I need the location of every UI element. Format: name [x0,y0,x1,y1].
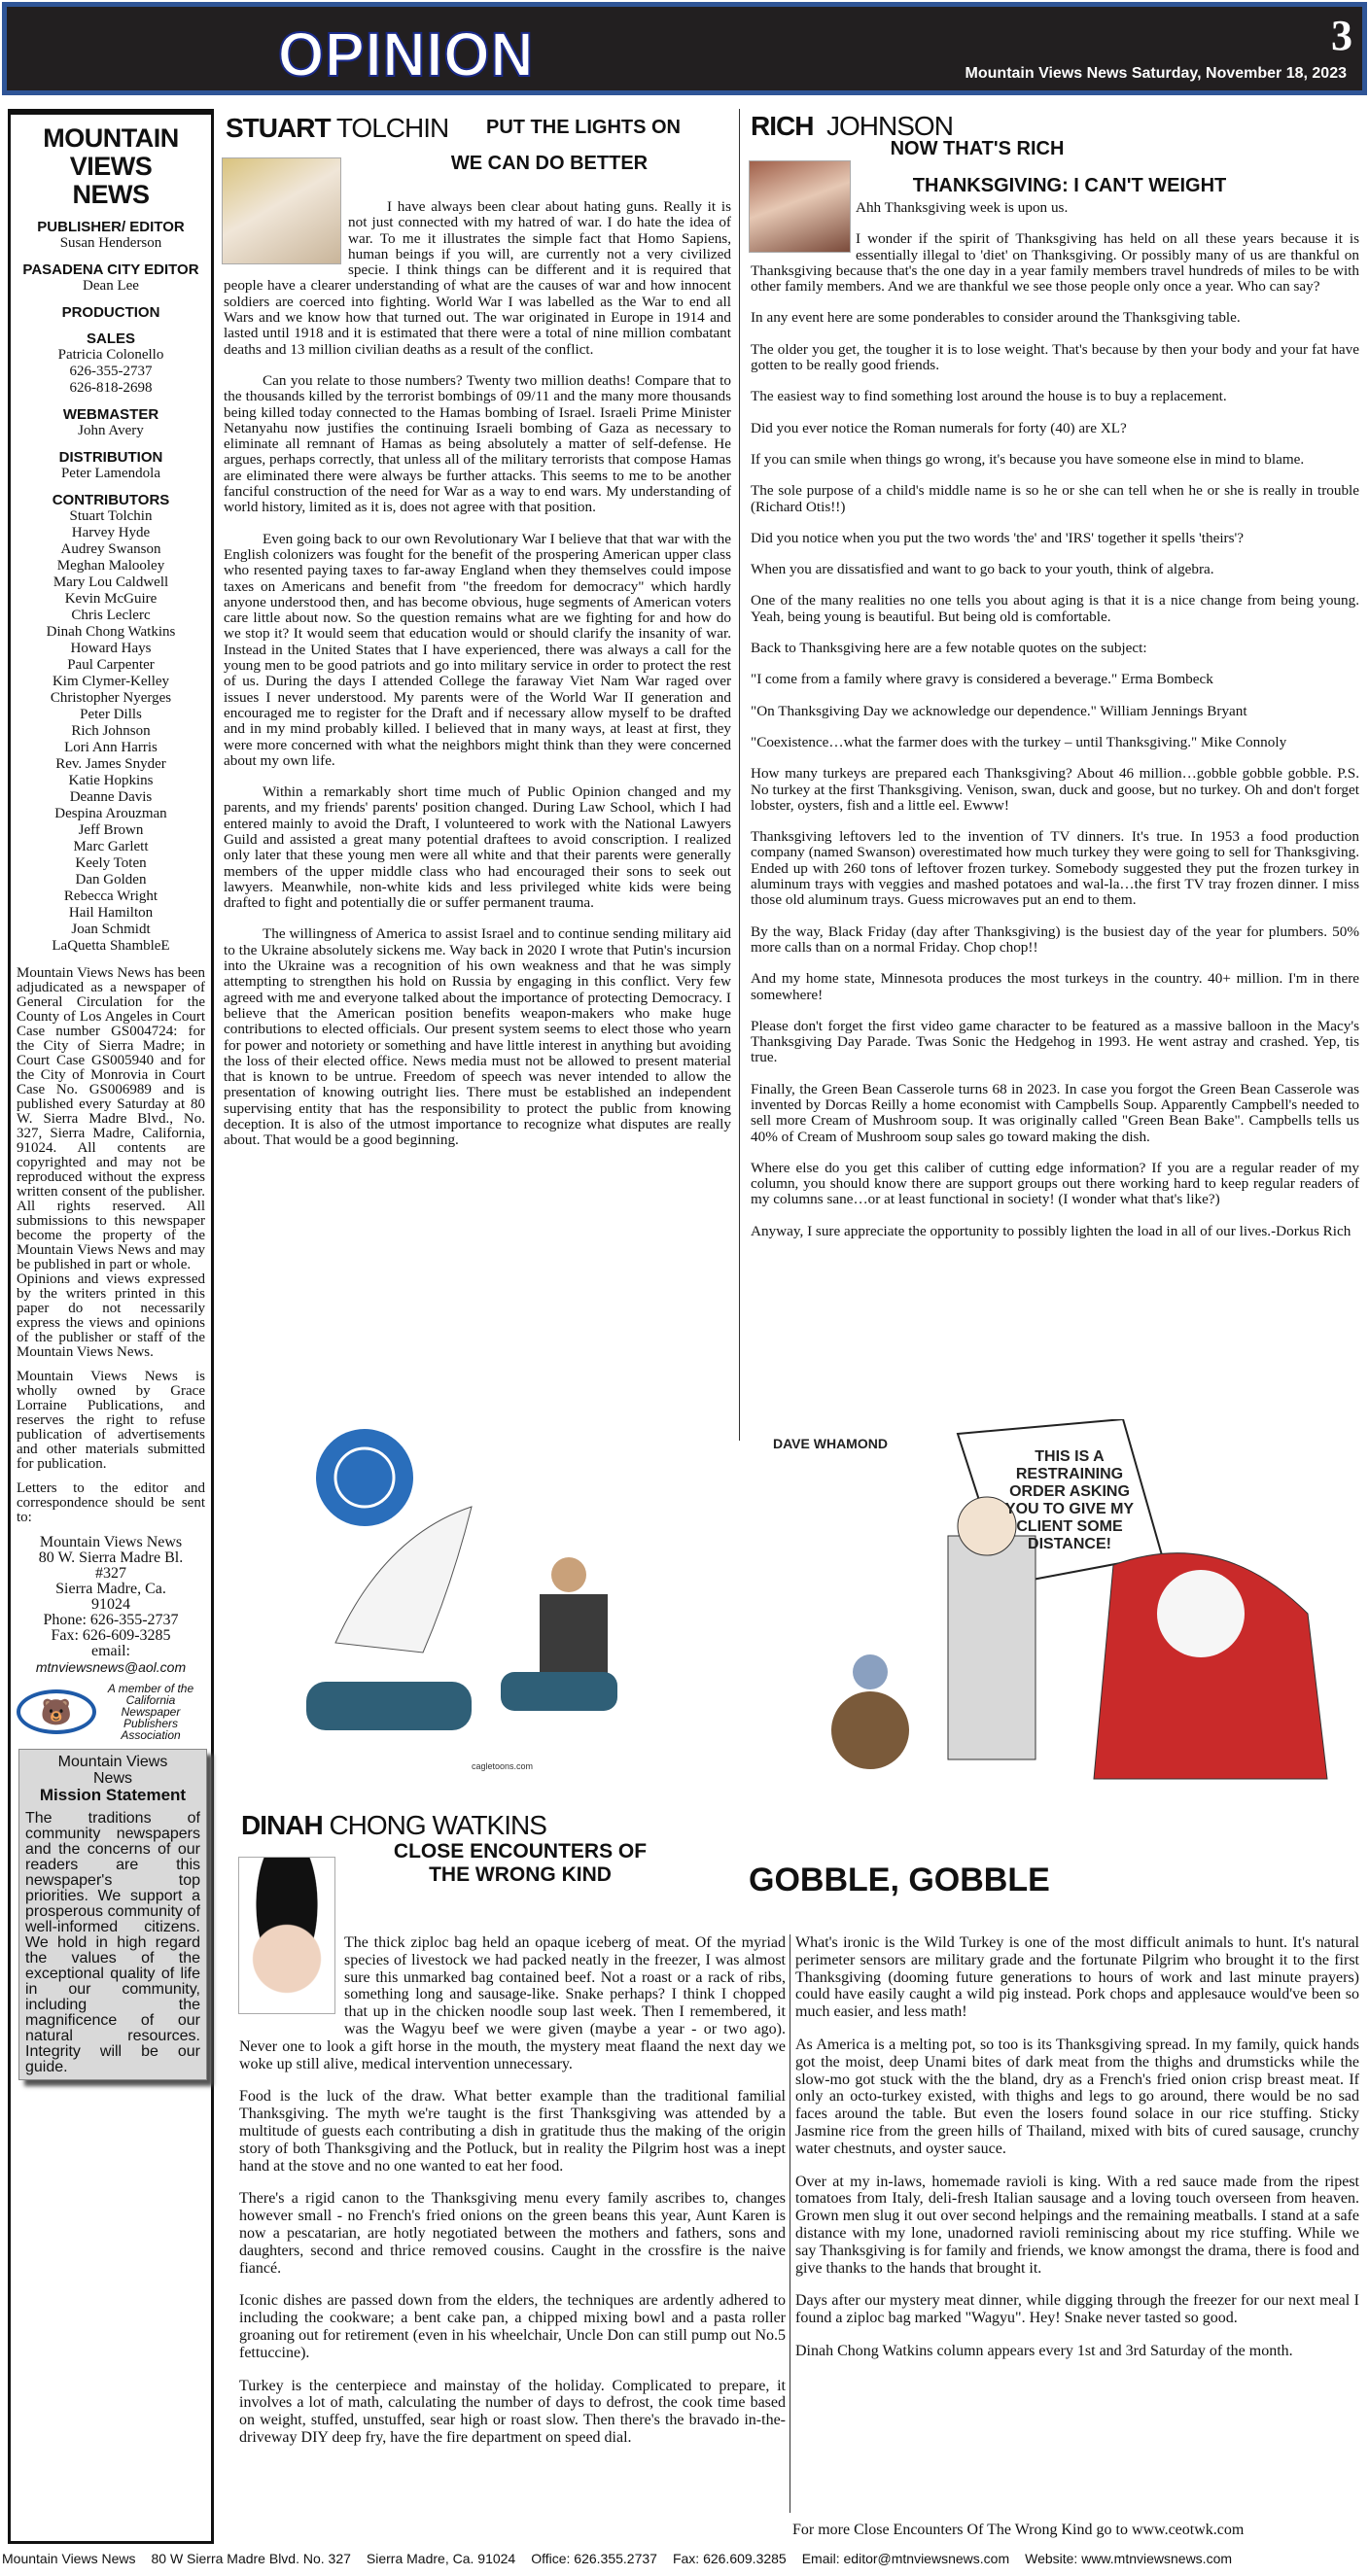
address-line: Mountain Views News [39,1534,183,1550]
mission-title: Mission Statement [39,1786,187,1804]
stuart-byline [226,113,448,144]
staff-name: Peter Dills [80,707,142,722]
article-paragraph: Food is the luck of the draw. What better example than the traditional familial Thanksgiving. The myth we're taught is the first Thanksgiving was attended by a multitude of guests each contributing a dish in gratitude thus the making of the origin story of both Thanksgiving and the Potluck, but in reality the Pilgrim host was a inept hand at the stove and no one wanted to eat her food. [239,2088,786,2175]
speech-balloon: THIS IS A RESTRAINING ORDER ASKING YOU TO GIVE MY CLIENT SOME DISTANCE! [1004,1448,1135,1552]
staff-name: Stuart Tolchin [69,508,153,524]
footer-item: Office: 626.355.2737 [531,2551,657,2566]
article-paragraph: I have always been clear about hating guns. Really it is not just connected with my hatred of war. I do hate the idea of war. To me it illustrates the simple fact that Homo Sapiens, human beings if you will, are currently not a very civilized specie. I think things can be different and it is required that people have a clearer understanding of what are the causes of war and how innocent soldiers are coerced into fighting. World War I was labelled as the War to end all Wars and we know how that turned out. The war originated in Europe in 1914 and lasted until 1918 and it is estimated that there were a total of nine million combatant deaths and 13 million civilian deaths as a result of the conflict. [224,198,731,358]
address-line: email: [91,1643,130,1659]
article-paragraph: And my home state, Minnesota produces the most turkeys in the country. 40+ million. I'm in there somewhere! [751,970,1359,1003]
address-line: #327 [95,1565,126,1582]
legal-paragraph: Letters to the editor and correspondence should be sent to: [17,1480,205,1525]
article-paragraph: "On Thanksgiving Day we acknowledge our dependence." William Jennings Bryant [751,702,1247,719]
staff-name: Jeff Brown [78,822,144,838]
byline-last: JOHNSON [826,111,953,141]
article-paragraph: Back to Thanksgiving here are a few notable quotes on the subject: [751,640,1147,657]
staff-name: Katie Hopkins [68,773,154,788]
address-line: Fax: 626-609-3285 [51,1627,171,1644]
editorial-cartoon-restraining-order [763,1419,1347,1789]
footer-item: Sierra Madre, Ca. 91024 [366,2551,516,2566]
staff-name: Harvey Hyde [71,525,151,540]
rich-article [751,200,1359,1255]
dinah-title: GOBBLE, GOBBLE [749,1862,1050,1898]
article-paragraph: There's a rigid canon to the Thanksgiving menu every family ascribes to, changes however small - no French's fried onions on the green beans this year, Aunt Karen is now a pescatarian, are hotly negotiated between the mothers and fathers, sons and daughters, second and thrice removed cousins. Caught in the crossfire is the naive fiancé. [239,2190,786,2277]
article-paragraph: Within a remarkably short time much of Public Opinion changed and my parents, and my friends' parents' position changed. During Law School, which I had entered mainly to avoid the Draft, I volunteered to work with the National Lawyers Guild and assisted a great many potential draftees to avoid conscription. I realized only later that these young men were all white and that their parents were generally members of the upper middle class who had encouraged their sons to seek out lawyers. Meanwhile, non-white kids and less privileged white kids were being drafted to fight and potentially die or suffer permanent trauma. [224,783,731,912]
legal-paragraph: Mountain Views News has been adjudicated as a newspaper of General Circulation for the County of Los Angeles in Court Case number GS004724: for the City of Sierra Madre; in Court Case GS005940 and for the City of Monrovia in Court Case No. GS006989 and is published every Saturday at 80 W. Sierra Madre Blvd., No. 327, Sierra Madre, California, 91024. All contents are copyrighted and may not be reproduced without the express written consent of the publisher. All rights reserved. All submissions to this newspaper become the property of the Mountain Views News and may be published in part or whole. [17,965,205,1272]
dinah-footnote: For more Close Encounters Of The Wrong Kind go to www.ceotwk.com [792,2522,1245,2538]
title-line: VIEWS [69,152,153,181]
dinah-byline [241,1810,546,1841]
staff-name: Rebecca Wright [63,888,158,904]
legal-paragraph: Opinions and views expressed by the writers printed in this paper do not necessarily express the views and opinions of the publisher or staff of the Mountain Views News. [17,1271,205,1360]
masthead-sidebar [8,109,214,2544]
cnpa-membership [17,1683,205,1741]
article-paragraph: Did you ever notice the Roman numerals for forty (40) are XL? [751,419,1127,436]
byline-first: STUART [226,113,331,143]
article-paragraph: Did you notice when you put the two words 'the' and 'IRS' together it spells 'theirs'? [751,529,1244,546]
staff-name: Christopher Nyerges [50,690,172,706]
staff-name: Marc Garlett [73,839,149,854]
masthead-title [17,124,205,209]
dinah-headline: CLOSE ENCOUNTERS OF THE WRONG KIND [393,1840,648,1886]
address-line: Phone: 626-355-2737 [43,1612,179,1628]
dinah-article-left [239,1934,786,2462]
article-paragraph: Finally, the Green Bean Casserole turns 68 in 2023. In case you forgot the Green Bean Casserole was invented by Dorcas Reilly a home economist with Campbells Soup. Apparently Campbell's needed to sell more Cream of Mushroom soup. It was originally called "Green Bean Bake". Campbells tells us 40% of Cream of Mushroom soup sales go toward making the dish. [751,1080,1359,1145]
staff-name: 626-355-2737 [69,364,153,379]
mission-org: Mountain Views News [57,1754,168,1787]
column-divider [739,109,740,1441]
stuart-headline-2: WE CAN DO BETTER [450,153,649,174]
article-paragraph: Can you relate to those numbers? Twenty two million deaths! Compare that to the thousands killed by the terrorist bombings of 09/11 and the many more thousands being killed today connected to the Hamas bombing of Israel. Israeli Prime Minister Netanyahu now justifies the continuing Israeli bombing of Gaza as necessary to eliminate all remnant of Hamas as being absolutely a matter of self-defense. He argues, perhaps correctly, that unless all of the military terrorists that compose Hamas are eliminated there were always be further attacks. This seems to me to be another fanciful construction of the need for War as a way to end wars. My understanding of world history, limited as it is, does not agree with that position. [224,371,731,516]
article-paragraph: I wonder if the spirit of Thanksgiving has held on all these years because it is essentially illegal to 'diet' on Thanksgiving. Or possibly many of us are thankful on Thanksgiving because that's the one day in a year family members travel hundreds of miles to be with other family members. And we are thankful we see those people only once a year. Who can say? [751,230,1359,296]
article-paragraph: Please don't forget the first video game character to be featured as a massive balloon in the Macy's Thanksgiving Day Parade. Twas Sonic the Hedgehog in 1993. He went astray and crashed. Yep, tis true. [751,1017,1359,1066]
un-dove-therapy-illustration [277,1419,647,1779]
mission-statement [18,1749,207,2080]
staff-role: PUBLISHER/ EDITOR [37,219,185,235]
staff-name: Deanne Davis [69,789,153,805]
dinah-article-right [795,1934,1359,2376]
page-number: 3 [1331,12,1352,59]
mailing-address [17,1535,205,1659]
byline-last: CHONG WATKINS [329,1810,546,1840]
article-paragraph: The older you get, the tougher it is to lose weight. That's because by then your body and your fat have gotten to be really good friends. [751,340,1359,374]
cartoon-credit: cagletoons.com [472,1761,534,1771]
staff-name: Joan Schmidt [71,922,151,937]
title-line: MOUNTAIN [43,123,179,153]
address-line: 80 W. Sierra Madre Bl. [38,1549,184,1566]
footer-item: 80 W Sierra Madre Blvd. No. 327 [151,2551,351,2566]
editorial-cartoon-un-therapy [277,1419,647,1779]
staff-role: PRODUCTION [61,304,160,321]
footer-item[interactable]: Email: editor@mtnviewsnews.com [801,2551,1010,2566]
staff-name: John Avery [78,423,144,438]
article-paragraph: When you are dissatisfied and want to go back to your youth, think of algebra. [751,561,1214,578]
staff-name: Lori Ann Harris [64,740,158,755]
byline-first: RICH [751,111,814,141]
cnpa-text: A member of the California Newspaper Publishers Association [107,1682,194,1742]
staff-name: Kevin McGuire [64,591,158,607]
article-paragraph: By the way, Black Friday (day after Thanksgiving) is the busiest day of the year for plumbers. 50% more calls than on a normal Friday. Chop chop!! [751,922,1359,956]
staff-name: Dan Golden [75,872,147,888]
staff-name: Howard Hays [70,641,152,656]
article-paragraph: Iconic dishes are passed down from the elders, the techniques are ardently adhered to including the cookware; a bent cake pan, a chipped mixing bowl and a pasta roller groaning out for retirement (even in his wheelchair, Uncle Don can still pump out No.5 fettuccine). [239,2292,786,2361]
staff-name: LaQuetta ShamblеE [52,938,170,954]
photo-spacer [751,200,856,259]
article-paragraph: How many turkeys are prepared each Thanksgiving? About 46 million…gobble gobble gobble. P.S. No turkey at the first Thanksgiving. Venison, swan, duck and goose, but no turkey. Oh and don't forget lobster, oysters, fish and a little eel. Ewww! [751,765,1359,814]
article-paragraph: The willingness of America to assist Israel and to continue sending military aid to the Ukraine absolutely sickens me. Way back in 2020 I wrote that Putin's incursion into the Ukraine was a recognition of his own weakness and that he was simply attempting to strengthen his hold on Russia by engaging in this conflict. Very few agreed with me and everyone talked about the importance of protecting Democracy. I believe that the American position benefits weapon-makers who make huge contributions to elected officials. Our present system seems to elect those who yearn for power and notoriety or something and have little interest in anything but avoiding the loss of their elected office. News media must not be allowed to present material that is known to be untrue. Freedom of speech was never intended to allow the presentation of knowing outright lies. There must be established an independent supervising entity that has the responsibility to protect the public from knowing deception. It is also of the utmost importance to recognize what disputes are really about. That would be a good beginning. [224,925,731,1149]
byline-first: DINAH [241,1810,323,1840]
article-paragraph: Where else do you get this caliber of cutting edge information? If you are a regular reader of my column, you should know there are support groups out there working hard to keep regular readers of my columns sane…or at least functional in society! (I wonder what that's like?) [751,1159,1359,1208]
staff-name: Peter Lamendola [60,466,161,481]
article-paragraph: As America is a melting pot, so too is its Thanksgiving spread. In my family, quick hands got the moist, deep Unami bites of dark meat from the thighs and drumsticks while the slow-mo got stuck with the the bland, dry as a French's fried onion crisp breast meat. If only an octo-turkey existed, with thighs and legs to go around, there would be no sad faces around the table. But even the losers found solace in our rice stuffing. Sticky Jasmine rice from the green hills of Thailand, mixed with bits of cured sausage, crunchy water chestnuts, and oyster sauce. [795,2036,1359,2157]
article-paragraph: Dinah Chong Watkins column appears every 1st and 3rd Saturday of the month. [795,2342,1293,2359]
footer-item[interactable]: Website: www.mtnviewsnews.com [1025,2551,1233,2566]
staff-role: PASADENA CITY EDITOR [22,261,199,278]
title-line: NEWS [72,180,150,209]
byline-last: TOLCHIN [335,113,449,143]
staff-name: Patricia Colonello [57,347,164,363]
article-paragraph: One of the many realities no one tells you about aging is that it is a nice change from being young. Yeah, being young is beautiful. But being old is comfortable. [751,592,1359,625]
staff-role: WEBMASTER [62,406,159,423]
staff-name: Dean Lee [83,278,139,294]
article-paragraph: Days after our mystery meat dinner, while digging through the freezer for our next meal I found a ziploc bag marked "Wagyu". Hey! Snake never tasted so good. [795,2292,1359,2327]
staff-name: Despina Arouzman [54,806,167,821]
legal-paragraph: Mountain Views News is wholly owned by Grace Lorraine Publications, and reserves the right to refuse publication of advertisements and other materials submitted for publication. [17,1369,205,1472]
dateline: Mountain Views News Saturday, November 18, 2023 [965,65,1347,82]
article-paragraph: Ahh Thanksgiving week is upon us. [856,199,1069,216]
article-paragraph: Over at my in-laws, homemade ravioli is king. With a red sauce made from the ripest tomatoes from Italy, deli-fresh Italian sausage and a loving touch overseen from heaven. Grown men slug it out over second helpings and the remaining meatballs. I stand at a safe distance with my lone, unadorned ravioli reminiscing about my rice stuffing. While we say Thanksgiving is for family and friends, we know amongst the drama, there is food and give thanks to the hands that brought it. [795,2173,1359,2277]
section-title: OPINION [277,19,535,89]
article-paragraph: Thanksgiving leftovers led to the invention of TV dinners. It's true. In 1953 a food production company (named Swanson) overestimated how much turkey they were going to sell for Thanksgiving. Ended up with 260 tons of leftover frozen turkey. Somebody suggested they put the frozen turkey in aluminum trays with veggies and mashed potatoes and wal-la…the first TV tray frozen dinner. I miss those old aluminum trays. Guess microwaves put an end to them. [751,828,1359,909]
staff-role: SALES [86,331,135,347]
article-paragraph: Turkey is the centerpiece and mainstay of the holiday. Complicated to prepare, it involves a lot of math, calculating the number of days to defrost, the cook time based on weight, stuffed, unstuffed, sear high or roast slow. Then there's the bravado in-the-driveway DIY deep fry, have the fire department on speed dial. [239,2377,786,2446]
article-paragraph: "Coexistence…what the farmer does with the turkey – until Thanksgiving." Mike Connoly [751,733,1287,750]
article-paragraph: The easiest way to find something lost around the house is to buy a replacement. [751,388,1227,405]
article-paragraph: "I come from a family where gravy is considered a beverage." Erma Bombeck [751,671,1213,688]
staff-name: Hail Hamilton [68,905,154,921]
staff-name: Dinah Chong Watkins [46,624,176,640]
staff-name: Meghan Malooley [56,558,165,574]
page-footer [0,2551,1369,2566]
legal-notice [17,966,205,1525]
staff-name: Rev. James Snyder [55,756,166,772]
article-paragraph: In any event here are some ponderables to consider around the Thanksgiving table. [751,309,1241,327]
address-line: 91024 [91,1596,130,1613]
article-paragraph: If you can smile when things go wrong, it's because you have someone else in mind to blame. [751,450,1305,468]
photo-spacer [239,1934,344,2024]
staff-name: Kim Clymer-Kelley [52,674,170,689]
staff-name: Chris Leclerc [71,608,151,623]
rich-headline-1: NOW THAT'S RICH [890,138,1065,159]
cnpa-bear-logo-icon: 🐻 [17,1689,96,1734]
staff-role: DISTRIBUTION [58,449,163,466]
photo-spacer [224,199,348,267]
contact-email[interactable]: mtnviewsnews@aol.com [35,1659,187,1675]
staff-name: Susan Henderson [59,235,162,251]
stuart-article [224,199,731,1165]
article-paragraph: Anyway, I sure appreciate the opportunity to possibly lighten the load in all of our lives.-Dorkus Rich [751,1222,1351,1239]
article-paragraph: What's ironic is the Wild Turkey is one of the most difficult animals to hunt. It's natural perimeter sensors are military grade and the fortunate Pilgrim who brought it to the first Thanksgiving (dooming future generations to hours of work and last minute prayers) could have easily caught a wild pig instead. Pork chops and applesauce would've been so much easier, and less math! [795,1934,1359,2021]
footer-item: Mountain Views News [2,2551,136,2566]
staff-name: Paul Carpenter [67,657,155,673]
staff-name: Rich Johnson [71,723,151,739]
address-line: Sierra Madre, Ca. [55,1581,166,1597]
rich-headline-2: THANKSGIVING: I CAN'T WEIGHT [912,175,1227,196]
staff-role: CONTRIBUTORS [52,492,170,508]
staff-name: Audrey Swanson [60,541,161,557]
staff-name: Mary Lou Caldwell [53,574,169,590]
article-paragraph: Even going back to our own Revolutionary War I believe that that war with the English colonizers was fought for the benefit of the prospering American upper class who resented paying taxes to far-away England when they themselves could impose taxes on Americans and benefit from "the freedom for democracy" which hardly anyone understood then, and has become obvious, huge segments of American voters care little about now. So the question remains what are we fighting for and how do we stop it? It would seem that education would or should clarify the insanity of war. Instead in the United States that I have experienced, there was always a call for the young men to be good patriots and go into military service in order to protect the rest of us. During the days I attended College the faraway Viet Nam War raged over issues I never understood. My parents were of the World War II generation and encouraged me to register for the Draft and if necessary allow myself to be drafted and in my mind probably killed. I believed that in many ways, at least at first, they were more concerned with what the neighbors might think than they were concerned about my own life. [224,530,731,769]
stuart-headline-1: PUT THE LIGHTS ON [486,117,681,138]
staff-list [17,219,205,955]
footer-item: Fax: 626.609.3285 [672,2551,787,2566]
cartoon-signature: DAVE WHAMOND [773,1436,888,1451]
article-paragraph: The thick ziploc bag held an opaque iceberg of meat. Of the myriad species of livestock we had packed neatly in the freezer, I was almost sure this unmarked bag contained beef. Not a roast or a rack of ribs, something long and sausage-like. Snake perhaps? I think I chopped that up in the chicken noodle soup last week. Then I remembered, it was the Wagyu beef we were given (maybe a year - or two ago). Never one to look a gift horse in the mouth, the mystery meat flaand the next day we woke up still alive, medical intervention unnecessary. [239,1934,786,2072]
article-paragraph: The sole purpose of a child's middle name is so he or she can tell when he or she is really in trouble (Richard Otis!!) [751,482,1359,515]
page-header [2,2,1367,95]
mission-body: The traditions of community newspapers and the concerns of our readers are this newspaper's top priorities. We support a prosperous community of well-informed citizens. We hold in high regard the values of the exceptional quality of life in our community, including the magnificence of our natural resources. Integrity will be our guide. [25,1810,200,2075]
staff-name: 626-818-2698 [69,380,153,396]
staff-name: Keely Toten [75,855,147,871]
